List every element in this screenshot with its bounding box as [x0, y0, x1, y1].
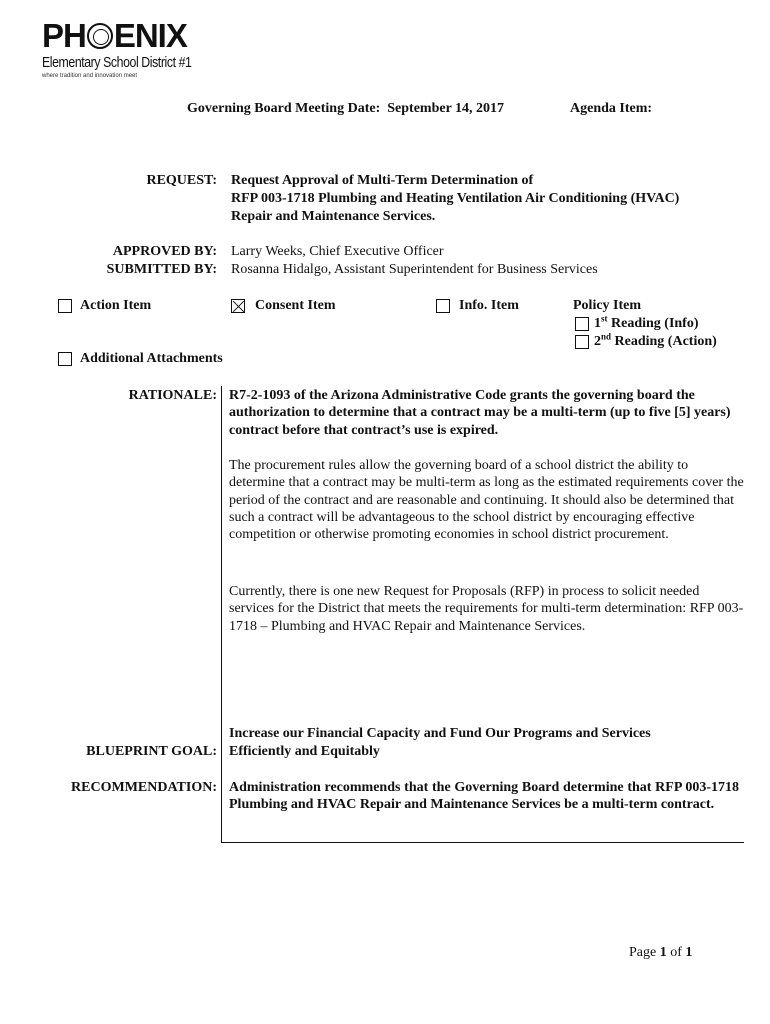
rationale-paragraph-1: The procurement rules allow the governing board of a school district the ability to determine that a contract may be multi-term as long as the estimated requirements cover the period of the contract and are reasonable and continuing. It should also be determined that such a contract will be advantageous to the school district by encouraging effective competition or otherwise promoting economies in school district procurement.	[229, 458, 744, 543]
seal-icon	[87, 23, 113, 49]
rationale-legal-basis: R7-2-1093 of the Arizona Administrative Code grants the governing board the authorization to determine that a contract may be a multi-term (up to five [5] years) contract before that contract’s use is expired.	[229, 388, 731, 438]
action-item-option: Action Item	[58, 297, 151, 314]
submitted-by-value: Rosanna Hidalgo, Assistant Superintendent for Business Services	[231, 262, 598, 277]
request-line-2: RFP 003-1718 Plumbing and Heating Ventilation Air Conditioning (HVAC)	[231, 191, 680, 206]
page-number: Page 1 of 1	[629, 945, 693, 960]
action-item-checkbox[interactable]	[58, 299, 72, 313]
policy-item-label: Policy Item	[573, 298, 642, 313]
first-reading-checkbox[interactable]	[575, 317, 589, 331]
meeting-date: September 14, 2017	[387, 101, 505, 116]
consent-item-option: Consent Item	[231, 297, 336, 314]
request-line-1: Request Approval of Multi-Term Determination of	[231, 173, 534, 188]
info-item-option: Info. Item	[436, 297, 519, 314]
section-divider-vertical	[221, 386, 222, 842]
district-logo	[42, 18, 202, 88]
first-reading-option: 1st Reading (Info)	[575, 315, 699, 332]
submitted-by-label: SUBMITTED BY:	[106, 262, 217, 277]
approved-by-value: Larry Weeks, Chief Executive Officer	[231, 244, 444, 259]
approved-by-label: APPROVED BY:	[112, 244, 217, 259]
consent-item-checkbox-checked[interactable]	[231, 299, 245, 313]
additional-attachments-option: Additional Attachments	[58, 350, 223, 367]
rationale-paragraph-2: Currently, there is one new Request for Proposals (RFP) in process to solicit needed services for the District that meets the requirements for multi-term determination: RFP 003-1718 – Plumbing and HVAC Repair and Maintenance Services.	[229, 584, 744, 634]
meeting-date-line: Governing Board Meeting Date: September 14, 2017	[187, 101, 505, 116]
additional-attachments-checkbox[interactable]	[58, 352, 72, 366]
blueprint-goal-line-2: Efficiently and Equitably	[229, 744, 380, 759]
logo-subtitle: Elementary School District #1	[42, 54, 192, 71]
agenda-item-label: Agenda Item:	[570, 101, 653, 116]
blueprint-goal-label: BLUEPRINT GOAL:	[86, 744, 217, 759]
recommendation-label: RECOMMENDATION:	[71, 780, 217, 795]
logo-wordmark: PH ENIX	[42, 17, 187, 54]
second-reading-checkbox[interactable]	[575, 335, 589, 349]
info-item-checkbox[interactable]	[436, 299, 450, 313]
section-divider-horizontal	[221, 842, 744, 843]
second-reading-option: 2nd Reading (Action)	[575, 333, 717, 350]
recommendation-text: Administration recommends that the Governing Board determine that RFP 003-1718 Plumbing and HVAC Repair and Maintenance Services be a multi-term contract.	[229, 780, 739, 813]
rationale-label: RATIONALE:	[128, 388, 217, 403]
blueprint-goal-line-1: Increase our Financial Capacity and Fund Our Programs and Services	[229, 726, 651, 741]
logo-tagline: where tradition and innovation meet	[42, 73, 138, 79]
request-label: REQUEST:	[146, 173, 217, 188]
request-line-3: Repair and Maintenance Services.	[231, 209, 436, 224]
